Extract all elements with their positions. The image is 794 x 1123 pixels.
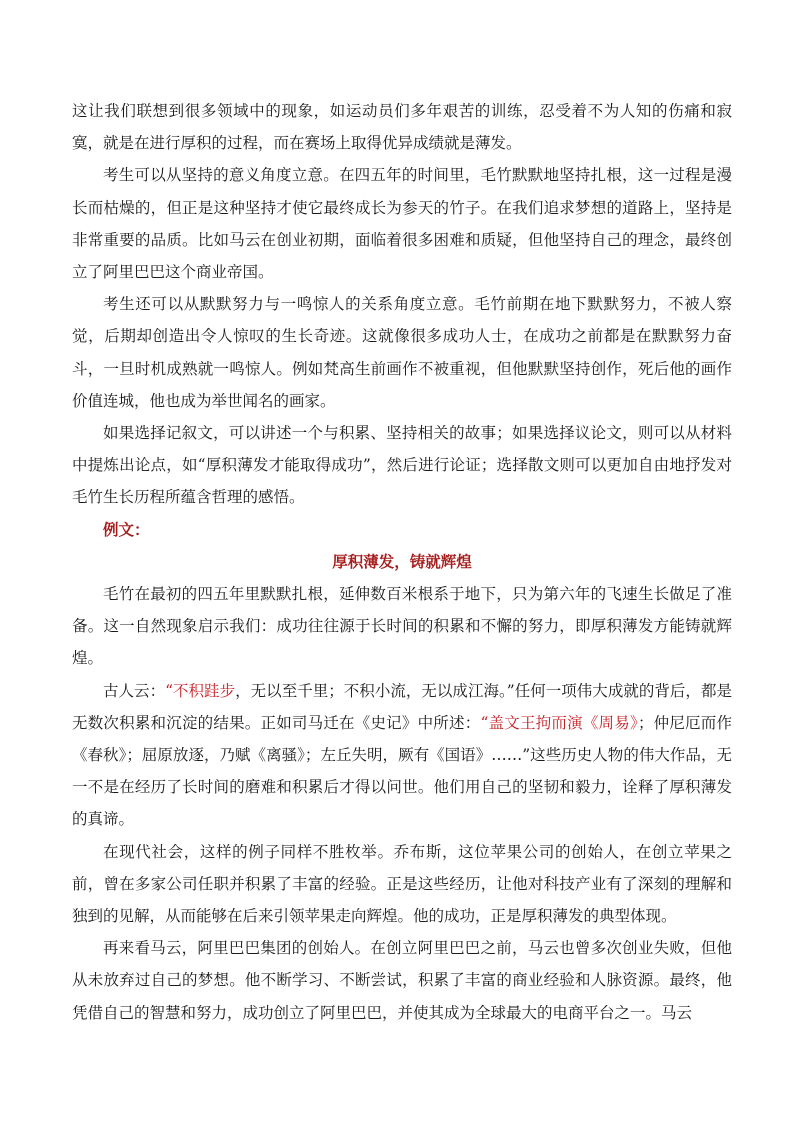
essay-paragraph-intro: 毛竹在最初的四五年里默默扎根，延伸数百米根系于地下，只为第六年的飞速生长做足了准备。这一自然现象启示我们：成功往往源于长时间的积累和不懈的努力，即厚积薄发方能铸就辉煌。 (72, 585, 732, 668)
example-essay-label: 例文： (103, 519, 150, 539)
document-page (72, 95, 732, 1029)
highlighted-quote: “不积跬步 (165, 681, 236, 700)
essay-text: 古人云： (103, 681, 166, 700)
essay-paragraph-jobs: 在现代社会，这样的例子同样不胜枚举。乔布斯，这位苹果公司的创始人，在创立苹果之前，曾在多家公司任职并积累了丰富的经验。正是这些经历，让他对科技产业有了深刻的理解和独到的见解，从而能够在后来引领苹果走向辉煌。他的成功，正是厚积薄发的典型体现。 (72, 842, 732, 926)
paragraph-genre-advice: 如果选择记叙文，可以讲述一个与积累、坚持相关的故事；如果选择议论文，则可以从材料中提炼出论点，如“厚积薄发才能取得成功”，然后进行论证；选择散文则可以更加自由地抒发对毛竹生长历程所蕴含哲理的感悟。 (72, 424, 732, 507)
paragraph-persistence-angle: 考生可以从坚持的意义角度立意。在四五年的时间里，毛竹默默地坚持扎根，这一过程是漫长而枯燥的，但正是这种坚持才使它最终成长为参天的竹子。在我们追求梦想的道路上，坚持是非常重要的品质。比如马云在创业初期，面临着很多困难和质疑，但他坚持自己的理念，最终创立了阿里巴巴这个商业帝国。 (72, 166, 732, 282)
highlighted-quote: “盖文王拘而演《周易》 (480, 713, 638, 732)
essay-paragraph-mayun: 再来看马云，阿里巴巴集团的创始人。在创立阿里巴巴之前，马云也曾多次创业失败，但他从未放弃过自己的梦想。他不断学习、不断尝试，积累了丰富的商业经验和人脉资源。最终，他凭借自己的智慧和努力，成功创立了阿里巴巴，并使其成为全球最大的电商平台之一。马云 (72, 939, 732, 1022)
essay-paragraph-ancients (72, 675, 732, 836)
essay-text: ，无以至千里；不积小流，无以成江海。”任何一项伟大成就的背后，都是无数次积累和沉淀的结果。正如司马迁在《史记》中所述： (72, 681, 732, 732)
paragraph-silent-effort-angle: 考生还可以从默默努力与一鸣惊人的关系角度立意。毛竹前期在地下默默努力，不被人察觉，后期却创造出令人惊叹的生长奇迹。这就像很多成功人士，在成功之前都是在默默努力奋斗，一旦时机成熟就一鸣惊人。例如梵高生前画作不被重视，但他默默坚持创作，死后他的画作价值连城，他也成为举世闻名的画家。 (72, 295, 732, 410)
essay-title: 厚积薄发，铸就辉煌 (332, 551, 472, 571)
paragraph-sports-analogy: 这让我们联想到很多领域中的现象，如运动员们多年艰苦的训练，忍受着不为人知的伤痛和寂寞，就是在进行厚积的过程，而在赛场上取得优异成绩就是薄发。 (72, 102, 732, 153)
essay-text: ；仲尼厄而作《春秋》；屈原放逐，乃赋《离骚》；左丘失明，厥有《国语》……”这些历史人物的伟大作品，无一不是在经历了长时间的磨难和积累后才得以问世。他们用自己的坚韧和毅力，诠释了厚积薄发的真谛。 (72, 713, 732, 829)
